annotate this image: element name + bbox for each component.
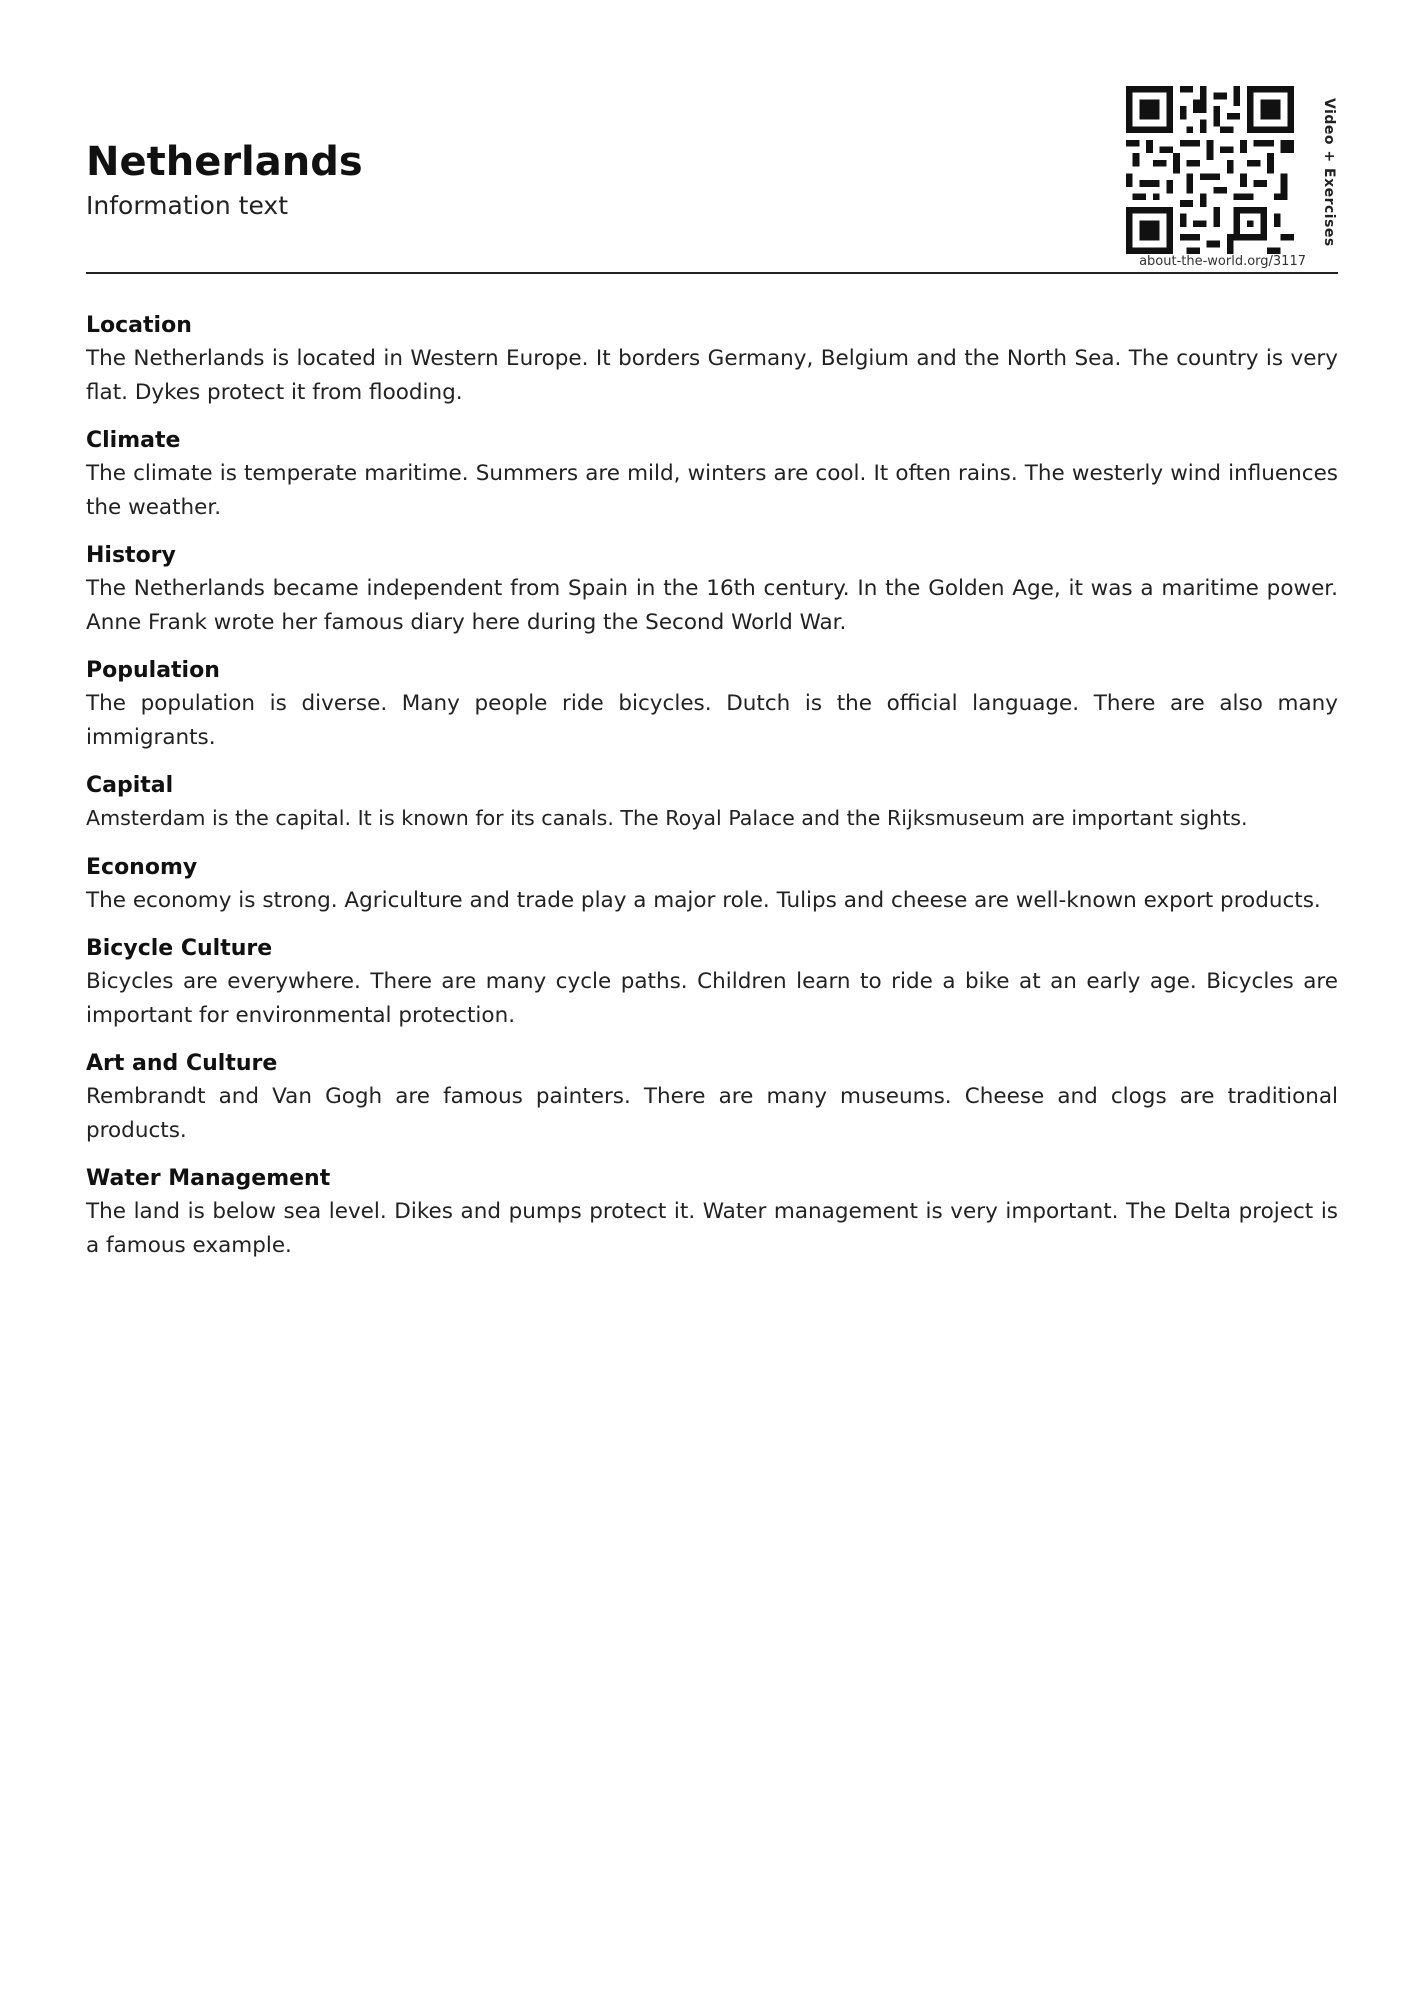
section-body: The Netherlands is located in Western Europe. It borders Germany, Belgium and the North Sea. The country is very flat. Dykes protect it from flooding. [86,346,1338,405]
page-title: Netherlands [86,139,363,185]
section-body: The Netherlands became independent from Spain in the 16th century. In the Golden Age, it was a maritime power. Anne Frank wrote her famous diary here during the Second World War. [86,576,1338,635]
section-body: Amsterdam is the capital. It is known for its canals. The Royal Palace and the Rijksmuseum are important sights. [86,806,1248,830]
section-heading: Water Management [86,1166,331,1191]
qr-side-label: Video + Exercises [1321,98,1337,247]
section-heading: History [86,543,176,568]
section-heading: Bicycle Culture [86,936,273,961]
section-population [86,655,1338,754]
section-heading: Art and Culture [86,1051,278,1076]
sections-container [86,310,1338,1278]
section-capital [86,770,1338,836]
section-body: The economy is strong. Agriculture and trade play a major role. Tulips and cheese are well-known export products. [86,887,1321,913]
section-climate [86,425,1338,524]
section-body: Bicycles are everywhere. There are many cycle paths. Children learn to ride a bike at an early age. Bicycles are important for environmental protection. [86,969,1338,1028]
section-location [86,310,1338,409]
section-heading: Location [86,313,192,338]
section-body: The land is below sea level. Dikes and pumps protect it. Water management is very important. The Delta project is a famous example. [86,1199,1338,1258]
qr-code-icon[interactable] [1126,86,1294,254]
section-economy [86,852,1338,918]
section-history [86,540,1338,639]
section-body: Rembrandt and Van Gogh are famous painters. There are many museums. Cheese and clogs are traditional products. [86,1084,1338,1143]
section-art-and-culture [86,1048,1338,1147]
section-body: The climate is temperate maritime. Summers are mild, winters are cool. It often rains. The westerly wind influences the weather. [86,461,1338,520]
page-subtitle: Information text [86,191,289,220]
qr-url[interactable]: about-the-world.org/3117 [1139,254,1306,269]
header-divider [86,272,1338,274]
section-heading: Population [86,658,220,683]
section-heading: Economy [86,854,198,880]
section-heading: Climate [86,428,181,453]
section-water-management [86,1163,1338,1262]
section-body: The population is diverse. Many people ride bicycles. Dutch is the official language. There are also many immigrants. [86,691,1338,750]
section-bicycle-culture [86,933,1338,1032]
section-heading: Capital [86,773,174,798]
